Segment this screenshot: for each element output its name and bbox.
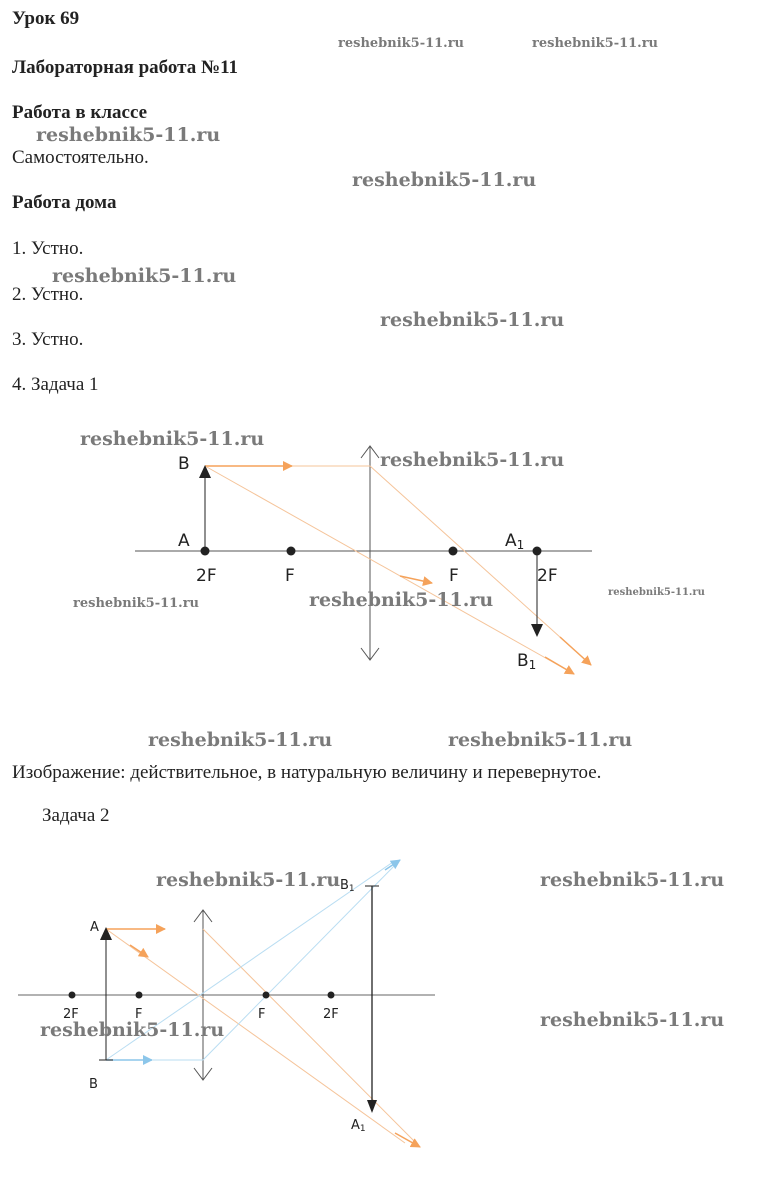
lesson-title: Урок 69 — [12, 8, 80, 29]
label2-f-right: F — [258, 1007, 266, 1022]
label-a1: A1 — [505, 531, 525, 552]
label2-2f-right: 2F — [323, 1007, 339, 1022]
watermark: reshebnik5-11.ru — [52, 265, 237, 287]
homework-item-1: 1. Устно. — [12, 238, 84, 259]
lab-title: Лабораторная работа №11 — [12, 57, 239, 78]
homework-item-4: 4. Задача 1 — [12, 374, 99, 395]
label2-b1: B1 — [340, 878, 355, 894]
label2-a: A — [90, 920, 99, 935]
label-f-left: F — [285, 566, 295, 586]
label-f-right: F — [449, 566, 459, 586]
image-arrow-2 — [365, 886, 379, 1113]
watermark: reshebnik5-11.ru — [352, 169, 537, 191]
label-2f-right: 2F — [537, 566, 558, 586]
watermark: reshebnik5-11.ru — [608, 587, 705, 598]
watermark: reshebnik5-11.ru — [380, 309, 565, 331]
label2-b: B — [89, 1077, 98, 1092]
label2-f-left: F — [135, 1007, 143, 1022]
classwork-heading: Работа в классе — [12, 102, 148, 123]
watermark: reshebnik5-11.ru — [40, 1019, 225, 1041]
homework-heading: Работа дома — [12, 192, 117, 213]
watermark: reshebnik5-11.ru — [540, 869, 725, 891]
classwork-text: Самостоятельно. — [12, 147, 149, 168]
watermark: reshebnik5-11.ru — [36, 124, 221, 146]
watermark: reshebnik5-11.ru — [540, 1009, 725, 1031]
watermark: reshebnik5-11.ru — [156, 869, 341, 891]
watermark: reshebnik5-11.ru — [448, 729, 633, 751]
watermark: reshebnik5-11.ru — [309, 589, 494, 611]
homework-item-3: 3. Устно. — [12, 329, 84, 350]
label-b: B — [178, 454, 190, 474]
point2-2f-left — [69, 992, 76, 999]
watermark: reshebnik5-11.ru — [73, 596, 200, 611]
label-a: A — [178, 531, 190, 551]
label-b1: B1 — [517, 651, 537, 672]
label-2f-left: 2F — [196, 566, 217, 586]
watermark: reshebnik5-11.ru — [380, 449, 565, 471]
point2-f-right — [263, 992, 270, 999]
point2-f-left — [136, 992, 143, 999]
label2-a1: A1 — [351, 1118, 366, 1134]
task2-title: Задача 2 — [42, 805, 110, 826]
watermark: reshebnik5-11.ru — [80, 428, 265, 450]
homework-item-2: 2. Устно. — [12, 284, 84, 305]
watermark: reshebnik5-11.ru — [148, 729, 333, 751]
task1-conclusion: Изображение: действительное, в натуральную величину и перевернутое. — [12, 762, 602, 783]
watermark: reshebnik5-11.ru — [532, 36, 659, 51]
label2-2f-left: 2F — [63, 1007, 79, 1022]
point2-2f-right — [328, 992, 335, 999]
watermark: reshebnik5-11.ru — [338, 36, 465, 51]
